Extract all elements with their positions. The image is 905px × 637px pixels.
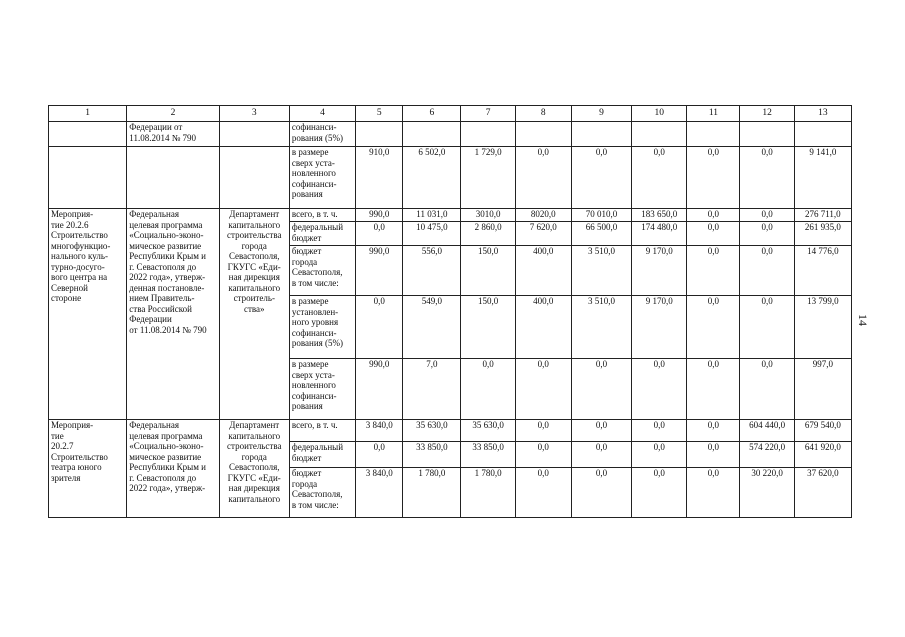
value-cell: 150,0: [461, 246, 515, 296]
value-cell: [794, 122, 851, 147]
funding-source-cell: в размере сверх уста- новленного софинанси- рования: [289, 359, 355, 420]
program-cell: Федеральная целевая программа «Социально-эконо- мическое развитие Республики Крым и г. Севастополя до 2022 года», утверж- денная постановле- нием Правитель- ства Российской Федерации от 11.08.2014 № 790: [127, 209, 219, 420]
column-header: 4: [289, 106, 355, 122]
value-cell: 0,0: [515, 420, 571, 442]
column-header: 3: [219, 106, 289, 122]
funding-source-cell: бюджет города Севастополя, в том числе:: [289, 468, 355, 518]
value-cell: 0,0: [687, 147, 740, 209]
value-cell: [740, 122, 794, 147]
table-row: [49, 209, 852, 222]
value-cell: 0,0: [356, 442, 403, 468]
value-cell: 574 220,0: [740, 442, 794, 468]
column-header: 6: [403, 106, 461, 122]
value-cell: [687, 122, 740, 147]
value-cell: 0,0: [687, 468, 740, 518]
program-cell: Федерации от 11.08.2014 № 790: [127, 122, 219, 147]
value-cell: 679 540,0: [794, 420, 851, 442]
executor-cell: Департамент капитального строительства города Севастополя, ГКУГС «Еди- ная дирекция капитального: [219, 420, 289, 518]
value-cell: 0,0: [687, 420, 740, 442]
value-cell: 0,0: [632, 468, 687, 518]
value-cell: 0,0: [687, 359, 740, 420]
value-cell: [356, 122, 403, 147]
value-cell: 0,0: [515, 359, 571, 420]
funding-source-cell: федеральный бюджет: [289, 222, 355, 246]
funding-source-cell: в размере сверх уста- новленного софинанси- рования: [289, 147, 355, 209]
value-cell: 13 799,0: [794, 296, 851, 359]
column-header: 8: [515, 106, 571, 122]
value-cell: 3 840,0: [356, 420, 403, 442]
value-cell: 0,0: [632, 442, 687, 468]
column-header: 9: [571, 106, 631, 122]
value-cell: 9 170,0: [632, 296, 687, 359]
event-cell: [49, 122, 127, 147]
column-number-header-row: [49, 106, 852, 122]
table-row: [49, 147, 852, 209]
value-cell: 0,0: [571, 420, 631, 442]
value-cell: [515, 122, 571, 147]
value-cell: 0,0: [687, 442, 740, 468]
value-cell: 33 850,0: [461, 442, 515, 468]
value-cell: 556,0: [403, 246, 461, 296]
page-number: 14: [856, 314, 870, 326]
value-cell: 0,0: [687, 296, 740, 359]
value-cell: 0,0: [515, 442, 571, 468]
value-cell: 0,0: [356, 222, 403, 246]
column-header: 2: [127, 106, 219, 122]
event-cell: Мероприя- тие 20.2.7 Строительство театра юного зрителя: [49, 420, 127, 518]
value-cell: 35 630,0: [403, 420, 461, 442]
column-header: 13: [794, 106, 851, 122]
funding-source-cell: софинанси- рования (5%): [289, 122, 355, 147]
value-cell: 37 620,0: [794, 468, 851, 518]
value-cell: 0,0: [740, 147, 794, 209]
funding-source-cell: всего, в т. ч.: [289, 209, 355, 222]
value-cell: 0,0: [571, 468, 631, 518]
column-header: 5: [356, 106, 403, 122]
funding-source-cell: федеральный бюджет: [289, 442, 355, 468]
program-cell: [127, 147, 219, 209]
value-cell: 33 850,0: [403, 442, 461, 468]
executor-cell: Департамент капитального строительства города Севастополя, ГКУГС «Еди- ная дирекция капитального строитель- ства»: [219, 209, 289, 420]
value-cell: 641 920,0: [794, 442, 851, 468]
column-header: 11: [687, 106, 740, 122]
table-row: [49, 122, 852, 147]
program-cell: Федеральная целевая программа «Социально-эконо- мическое развитие Республики Крым и г. Севастополя до 2022 года», утверж-: [127, 420, 219, 518]
value-cell: 400,0: [515, 246, 571, 296]
value-cell: 0,0: [632, 359, 687, 420]
event-cell: Мероприя- тие 20.2.6 Строительство многофункцио- нального куль- турно-досуго- вого центра на Северной стороне: [49, 209, 127, 420]
value-cell: 8020,0: [515, 209, 571, 222]
value-cell: 3 510,0: [571, 296, 631, 359]
value-cell: 150,0: [461, 296, 515, 359]
value-cell: 6 502,0: [403, 147, 461, 209]
value-cell: 910,0: [356, 147, 403, 209]
value-cell: 14 776,0: [794, 246, 851, 296]
value-cell: [571, 122, 631, 147]
value-cell: 183 650,0: [632, 209, 687, 222]
executor-cell: [219, 122, 289, 147]
value-cell: 70 010,0: [571, 209, 631, 222]
value-cell: 261 935,0: [794, 222, 851, 246]
value-cell: 276 711,0: [794, 209, 851, 222]
value-cell: 2 860,0: [461, 222, 515, 246]
value-cell: 0,0: [632, 147, 687, 209]
value-cell: 0,0: [740, 246, 794, 296]
value-cell: 0,0: [687, 222, 740, 246]
value-cell: 0,0: [740, 359, 794, 420]
funding-source-cell: в размере установлен- ного уровня софинанси- рования (5%): [289, 296, 355, 359]
value-cell: 11 031,0: [403, 209, 461, 222]
value-cell: 7,0: [403, 359, 461, 420]
value-cell: 0,0: [571, 359, 631, 420]
value-cell: 174 480,0: [632, 222, 687, 246]
column-header: 7: [461, 106, 515, 122]
value-cell: [632, 122, 687, 147]
value-cell: [461, 122, 515, 147]
table-row: [49, 420, 852, 442]
value-cell: 3 510,0: [571, 246, 631, 296]
value-cell: 9 141,0: [794, 147, 851, 209]
value-cell: 0,0: [740, 222, 794, 246]
value-cell: 0,0: [687, 209, 740, 222]
value-cell: 1 780,0: [403, 468, 461, 518]
value-cell: 997,0: [794, 359, 851, 420]
value-cell: 0,0: [740, 296, 794, 359]
value-cell: [403, 122, 461, 147]
value-cell: 0,0: [632, 420, 687, 442]
value-cell: 0,0: [740, 209, 794, 222]
value-cell: 0,0: [515, 147, 571, 209]
value-cell: 604 440,0: [740, 420, 794, 442]
value-cell: 1 729,0: [461, 147, 515, 209]
column-header: 12: [740, 106, 794, 122]
value-cell: 0,0: [461, 359, 515, 420]
value-cell: 400,0: [515, 296, 571, 359]
column-header: 10: [632, 106, 687, 122]
column-header: 1: [49, 106, 127, 122]
value-cell: 0,0: [687, 246, 740, 296]
value-cell: 990,0: [356, 209, 403, 222]
event-cell: [49, 147, 127, 209]
value-cell: 9 170,0: [632, 246, 687, 296]
value-cell: 0,0: [356, 296, 403, 359]
value-cell: 3 840,0: [356, 468, 403, 518]
funding-source-cell: бюджет города Севастополя, в том числе:: [289, 246, 355, 296]
value-cell: 990,0: [356, 359, 403, 420]
value-cell: 0,0: [515, 468, 571, 518]
executor-cell: [219, 147, 289, 209]
value-cell: 549,0: [403, 296, 461, 359]
value-cell: 3010,0: [461, 209, 515, 222]
value-cell: 0,0: [571, 442, 631, 468]
value-cell: 35 630,0: [461, 420, 515, 442]
value-cell: 1 780,0: [461, 468, 515, 518]
value-cell: 7 620,0: [515, 222, 571, 246]
value-cell: 30 220,0: [740, 468, 794, 518]
value-cell: 0,0: [571, 147, 631, 209]
budget-table: [48, 105, 852, 518]
value-cell: 990,0: [356, 246, 403, 296]
value-cell: 10 475,0: [403, 222, 461, 246]
funding-source-cell: всего, в т. ч.: [289, 420, 355, 442]
value-cell: 66 500,0: [571, 222, 631, 246]
